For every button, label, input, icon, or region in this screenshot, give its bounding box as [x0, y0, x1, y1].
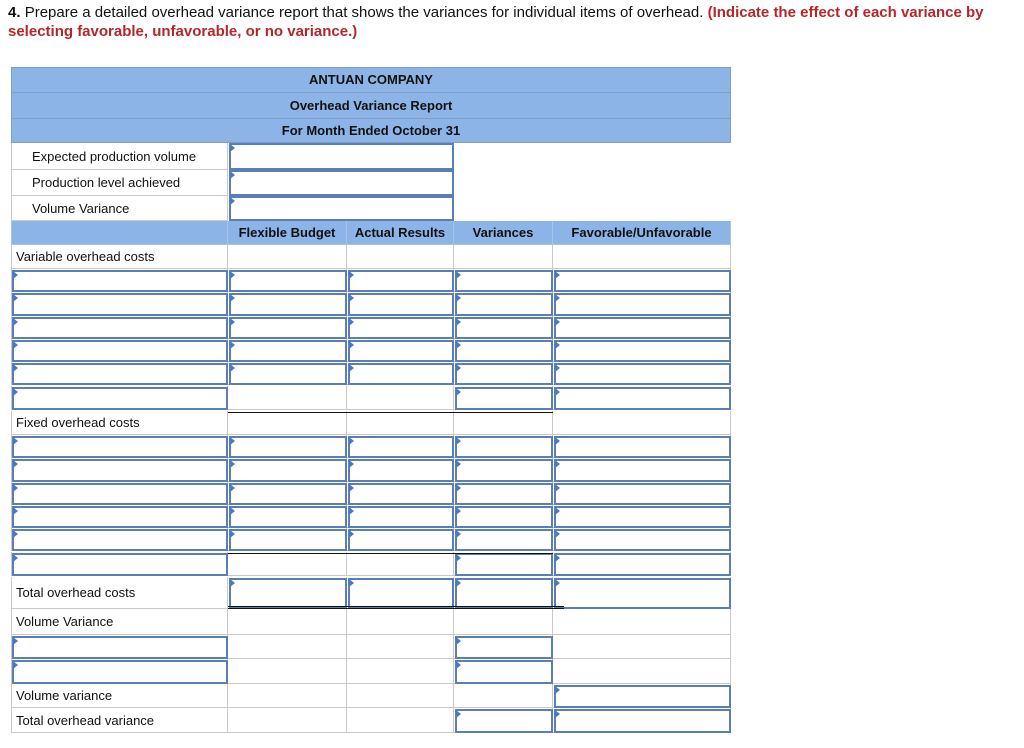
- report-header: [11, 67, 731, 143]
- question-number: 4.: [8, 4, 21, 21]
- variance-input[interactable]: [455, 636, 553, 659]
- description-input[interactable]: [12, 459, 228, 481]
- description-input[interactable]: [12, 553, 228, 576]
- grid-cell-flexible-budget: [228, 245, 347, 269]
- question-prompt: [8, 3, 1016, 41]
- grid-cell-favorable-unfavorable: [553, 245, 731, 269]
- grid-cell-favorable-unfavorable: [553, 411, 731, 435]
- grid-cell-actual-results: [347, 411, 454, 435]
- company-name: ANTUAN COMPANY: [12, 68, 730, 93]
- favorable-unfavorable-input[interactable]: [554, 293, 731, 315]
- variable-overhead-label: Variable overhead costs: [11, 245, 228, 269]
- grid-cell-variance: [454, 684, 553, 708]
- variance-input[interactable]: [455, 270, 553, 292]
- grid-cell-flexible-budget: [228, 659, 347, 684]
- favorable-unfavorable-input[interactable]: [554, 685, 731, 708]
- total-overhead-label: Total overhead costs: [11, 577, 228, 609]
- actual-results-input[interactable]: [348, 578, 454, 609]
- grid-cell-flexible-budget: [228, 684, 347, 708]
- grid-cell-actual-results: [347, 609, 454, 635]
- variance-input[interactable]: [455, 363, 553, 385]
- actual-results-input[interactable]: [348, 317, 454, 339]
- flexible-budget-input[interactable]: [229, 578, 347, 609]
- volume-variance-top-label: Volume Variance: [11, 196, 228, 221]
- favorable-unfavorable-input[interactable]: [554, 709, 731, 733]
- grid-cell-favorable-unfavorable: [553, 609, 731, 635]
- description-input[interactable]: [12, 506, 228, 528]
- flexible-budget-input[interactable]: [229, 340, 347, 362]
- variance-input[interactable]: [455, 317, 553, 339]
- favorable-unfavorable-input[interactable]: [554, 436, 731, 458]
- actual-results-input[interactable]: [348, 483, 454, 505]
- variance-input[interactable]: [455, 293, 553, 315]
- favorable-unfavorable-input[interactable]: [554, 578, 731, 609]
- variance-input[interactable]: [455, 459, 553, 481]
- report-title: Overhead Variance Report: [12, 93, 730, 119]
- actual-results-input[interactable]: [348, 459, 454, 481]
- flexible-budget-input[interactable]: [229, 459, 347, 481]
- overhead-variance-report: [11, 67, 731, 733]
- description-input[interactable]: [12, 529, 228, 551]
- actual-results-input[interactable]: [348, 363, 454, 385]
- description-input[interactable]: [12, 436, 228, 458]
- description-input[interactable]: [12, 636, 228, 659]
- flexible-budget-input[interactable]: [229, 483, 347, 505]
- favorable-unfavorable-input[interactable]: [554, 387, 731, 410]
- description-input[interactable]: [12, 270, 228, 292]
- flexible-budget-input[interactable]: [229, 529, 347, 551]
- actual-results-input[interactable]: [348, 340, 454, 362]
- col-header-actual-results: Actual Results: [347, 221, 454, 245]
- achieved-volume-label: Production level achieved: [11, 170, 228, 196]
- flexible-budget-input[interactable]: [229, 506, 347, 528]
- report-period: For Month Ended October 31: [281, 123, 461, 138]
- favorable-unfavorable-input[interactable]: [554, 270, 731, 292]
- variance-input[interactable]: [455, 387, 553, 410]
- total-overhead-variance-label: Total overhead variance: [11, 708, 228, 733]
- grid-cell-flexible-budget: [228, 411, 347, 435]
- grid-cell-flexible-budget: [228, 708, 347, 733]
- grid-cell-actual-results: [347, 659, 454, 684]
- variance-input[interactable]: [455, 340, 553, 362]
- grid-cell-favorable-unfavorable: [553, 635, 731, 659]
- favorable-unfavorable-input[interactable]: [554, 459, 731, 481]
- favorable-unfavorable-input[interactable]: [554, 340, 731, 362]
- grid-cell-flexible-budget: [228, 552, 347, 576]
- description-input[interactable]: [12, 363, 228, 385]
- flexible-budget-input[interactable]: [229, 293, 347, 315]
- grid-cell-variance: [454, 609, 553, 635]
- col-header-blank: [11, 221, 228, 245]
- grid-cell-variance: [454, 245, 553, 269]
- volume-variance-top-input[interactable]: [229, 196, 454, 221]
- col-header-flexible-budget: Flexible Budget: [228, 221, 347, 245]
- grid-cell-flexible-budget: [228, 386, 347, 410]
- actual-results-input[interactable]: [348, 506, 454, 528]
- col-header-variances: Variances: [454, 221, 553, 245]
- actual-results-input[interactable]: [348, 293, 454, 315]
- flexible-budget-input[interactable]: [229, 270, 347, 292]
- variance-input[interactable]: [455, 553, 553, 576]
- grid-cell-actual-results: [347, 386, 454, 410]
- favorable-unfavorable-input[interactable]: [554, 553, 731, 576]
- actual-results-input[interactable]: [348, 270, 454, 292]
- total-rule-line: [454, 553, 553, 554]
- description-input[interactable]: [12, 317, 228, 339]
- actual-results-input[interactable]: [348, 436, 454, 458]
- grid-cell-actual-results: [347, 245, 454, 269]
- grid-cell-actual-results: [347, 635, 454, 659]
- favorable-unfavorable-input[interactable]: [554, 483, 731, 505]
- flexible-budget-input[interactable]: [229, 363, 347, 385]
- variance-input[interactable]: [455, 529, 553, 551]
- grid-cell-actual-results: [347, 684, 454, 708]
- grid-cell-flexible-budget: [228, 635, 347, 659]
- actual-results-input[interactable]: [348, 529, 454, 551]
- flexible-budget-input[interactable]: [229, 436, 347, 458]
- volume-variance-label: Volume variance: [11, 684, 228, 708]
- volume-variance-section-label: Volume Variance: [11, 609, 228, 635]
- fixed-overhead-label: Fixed overhead costs: [11, 411, 228, 435]
- description-input[interactable]: [12, 483, 228, 505]
- favorable-unfavorable-input[interactable]: [554, 529, 731, 551]
- description-input[interactable]: [12, 660, 228, 684]
- grid-cell-actual-results: [347, 708, 454, 733]
- grid-cell-flexible-budget: [228, 609, 347, 635]
- description-input[interactable]: [12, 340, 228, 362]
- total-rule-line: [454, 412, 553, 413]
- grid-cell-actual-results: [347, 552, 454, 576]
- favorable-unfavorable-input[interactable]: [554, 506, 731, 528]
- favorable-unfavorable-input[interactable]: [554, 363, 731, 385]
- col-header-favorable-unfavorable: Favorable/Unfavorable: [553, 221, 731, 245]
- favorable-unfavorable-input[interactable]: [554, 317, 731, 339]
- total-rule-line: [228, 606, 564, 607]
- grid-cell-favorable-unfavorable: [553, 659, 731, 684]
- question-note: (Indicate the effect of each variance by selecting favorable, unfavorable, or no variance.): [8, 4, 984, 40]
- variance-input[interactable]: [455, 483, 553, 505]
- total-rule-line: [228, 608, 564, 609]
- variance-input[interactable]: [455, 709, 553, 733]
- achieved-volume-input[interactable]: [229, 170, 454, 196]
- variance-input[interactable]: [455, 436, 553, 458]
- description-input[interactable]: [12, 387, 228, 410]
- expected-volume-input[interactable]: [229, 143, 454, 170]
- variance-input[interactable]: [455, 578, 553, 609]
- expected-volume-label: Expected production volume: [11, 143, 228, 170]
- question-text: Prepare a detailed overhead variance report that shows the variances for individual items of overhead.: [24, 4, 704, 21]
- flexible-budget-input[interactable]: [229, 317, 347, 339]
- variance-input[interactable]: [455, 660, 553, 684]
- grid-cell-variance: [454, 411, 553, 435]
- variance-input[interactable]: [455, 506, 553, 528]
- description-input[interactable]: [12, 293, 228, 315]
